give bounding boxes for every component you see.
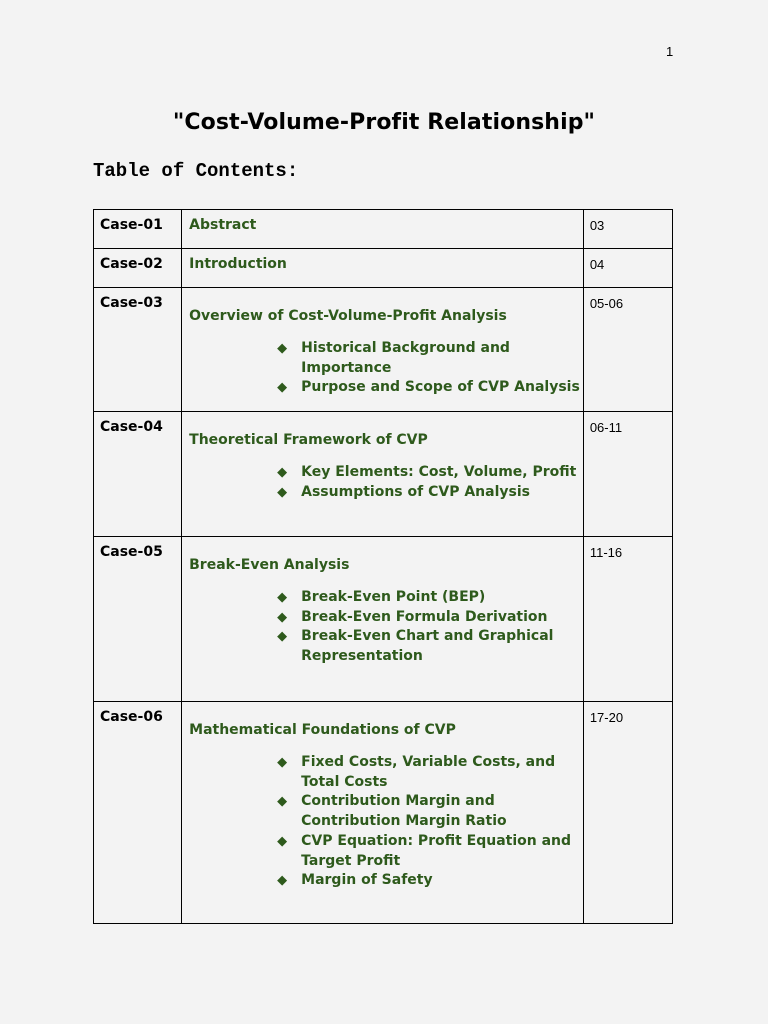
diamond-bullet-icon: ◆ bbox=[277, 833, 288, 849]
diamond-bullet-icon: ◆ bbox=[277, 590, 288, 605]
subsection-item[interactable]: ◆ Fixed Costs, Variable Costs, and Total Costs bbox=[277, 754, 556, 790]
diamond-bullet-icon: ◆ bbox=[277, 341, 288, 356]
subsection-item[interactable]: ◆ Purpose and Scope of CVP Analysis bbox=[281, 378, 583, 398]
section-title[interactable]: Introduction bbox=[189, 256, 287, 272]
subsection-item[interactable]: ◆ Assumptions of CVP Analysis bbox=[281, 483, 583, 503]
page-range: 05-06 bbox=[583, 288, 672, 412]
subsection-item[interactable]: ◆ Historical Background and Importance bbox=[277, 340, 510, 376]
diamond-bullet-icon: ◆ bbox=[277, 629, 288, 645]
case-label: Case-06 bbox=[94, 702, 182, 924]
case-label: Case-03 bbox=[94, 288, 182, 412]
section-title[interactable]: Theoretical Framework of CVP bbox=[189, 432, 428, 448]
page-range: 06-11 bbox=[583, 412, 672, 537]
section-title[interactable]: Mathematical Foundations of CVP bbox=[189, 722, 456, 738]
subsection-list bbox=[189, 753, 583, 891]
page-range: 11-16 bbox=[583, 537, 672, 702]
toc-row bbox=[94, 537, 673, 702]
subsection-item[interactable]: ◆ Break-Even Chart and Graphical Representation bbox=[277, 628, 554, 665]
subsection-list bbox=[189, 463, 583, 502]
subsection-item[interactable]: ◆ Break-Even Point (BEP) bbox=[281, 588, 583, 608]
diamond-bullet-icon: ◆ bbox=[277, 609, 288, 625]
subsection-item[interactable]: ◆ CVP Equation: Profit Equation and Target Profit bbox=[277, 832, 572, 869]
toc-entry[interactable] bbox=[182, 210, 584, 249]
toc-row bbox=[94, 210, 673, 249]
page-number: 1 bbox=[666, 44, 674, 59]
toc-table bbox=[93, 209, 673, 924]
subsection-item[interactable]: ◆ Key Elements: Cost, Volume, Profit bbox=[281, 463, 583, 483]
case-label: Case-05 bbox=[94, 537, 182, 702]
toc-entry[interactable] bbox=[182, 288, 584, 412]
toc-heading: Table of Contents: bbox=[93, 160, 299, 182]
section-title[interactable]: Overview of Cost-Volume-Profit Analysis bbox=[189, 308, 507, 324]
case-label: Case-01 bbox=[94, 210, 182, 249]
diamond-bullet-icon: ◆ bbox=[277, 873, 288, 889]
subsection-item[interactable]: ◆ Margin of Safety bbox=[281, 871, 583, 891]
subsection-list bbox=[189, 339, 583, 398]
toc-row bbox=[94, 412, 673, 537]
diamond-bullet-icon: ◆ bbox=[277, 484, 288, 500]
diamond-bullet-icon: ◆ bbox=[277, 794, 288, 810]
case-label: Case-04 bbox=[94, 412, 182, 537]
subsection-item[interactable]: ◆ Break-Even Formula Derivation bbox=[281, 608, 583, 628]
section-title[interactable]: Break-Even Analysis bbox=[189, 557, 350, 573]
subsection-list bbox=[189, 588, 583, 667]
toc-row bbox=[94, 288, 673, 412]
toc-entry[interactable] bbox=[182, 249, 584, 288]
page-range: 17-20 bbox=[583, 702, 672, 924]
case-label: Case-02 bbox=[94, 249, 182, 288]
page-range: 04 bbox=[583, 249, 672, 288]
toc-entry[interactable] bbox=[182, 412, 584, 537]
diamond-bullet-icon: ◆ bbox=[277, 465, 288, 480]
subsection-item[interactable]: ◆ Contribution Margin and Contribution Margin Ratio bbox=[277, 793, 507, 830]
diamond-bullet-icon: ◆ bbox=[277, 380, 288, 396]
document-title: "Cost-Volume-Profit Relationship" bbox=[172, 110, 596, 135]
toc-entry[interactable] bbox=[182, 702, 584, 924]
diamond-bullet-icon: ◆ bbox=[277, 755, 288, 770]
section-title[interactable]: Abstract bbox=[189, 217, 257, 233]
toc-row bbox=[94, 249, 673, 288]
toc-row bbox=[94, 702, 673, 924]
page-range: 03 bbox=[583, 210, 672, 249]
toc-entry[interactable] bbox=[182, 537, 584, 702]
